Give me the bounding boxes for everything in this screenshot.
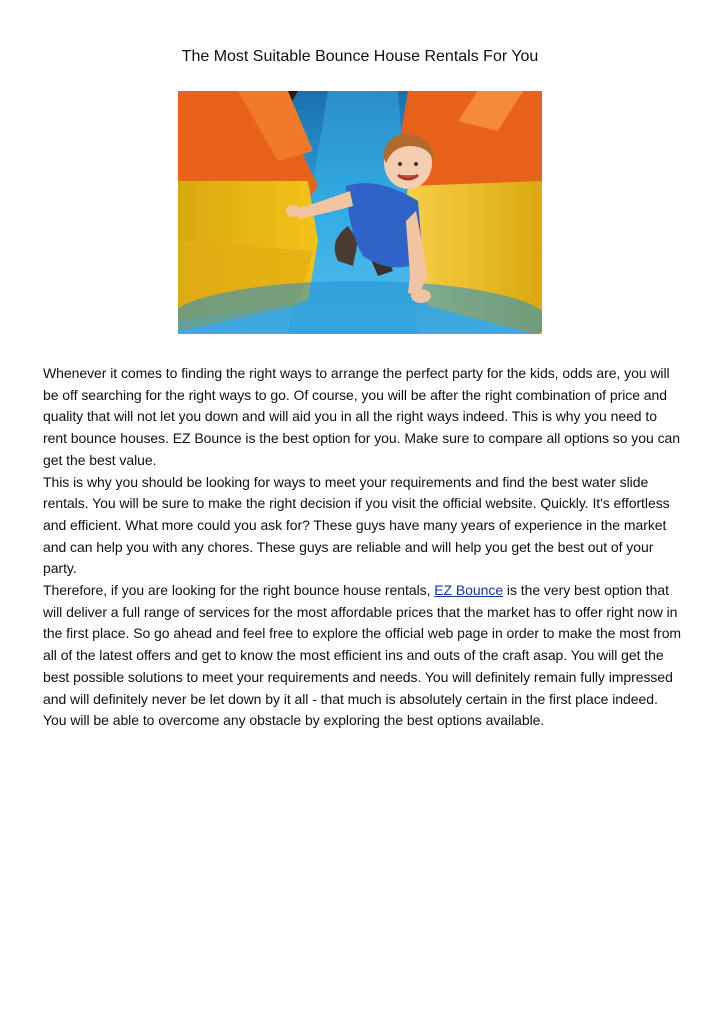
paragraph-3-lead: Therefore, if you are looking for the right bounce house rentals, bbox=[43, 582, 435, 599]
page-title: The Most Suitable Bounce House Rentals For You bbox=[181, 48, 539, 65]
bounce-slide-illustration bbox=[178, 91, 542, 334]
paragraph-2: This is why you should be looking for ways to meet your requirements and find the best water slide rentals. You will be sure to make the right decision if you visit the official website. Quickly. It's effortless and efficient. What more could you ask for? These guys have many years of experience in the market and can help you with any chores. These guys are reliable and will help you get the best out of your party. bbox=[43, 473, 670, 577]
paragraph-3-rest: is the very best option that will deliver a full range of services for the most affordable prices that the market has to offer right now in the first place. So go ahead and feel free to explore the official web page in order to make the most from all of the latest offers and get to know the most efficient ins and outs of the craft asap. You will get the best possible solutions to meet your requirements and needs. You will definitely remain fully impressed and will definitely never be let down by it all - that much is absolutely certain in the first place indeed. You will be able to overcome any obstacle by exploring the best options available. bbox=[43, 582, 682, 729]
article-body bbox=[43, 363, 683, 732]
hero-photo bbox=[178, 91, 542, 334]
paragraph-1: Whenever it comes to finding the right ways to arrange the perfect party for the kids, odds are, you will be off searching for the right ways to go. Of course, you will be after the right combination of price and quality that will not let you down and will aid you in all the right ways indeed. This is why you need to rent bounce houses. EZ Bounce is the best option for you. Make sure to compare all options so you can get the best value. bbox=[43, 365, 680, 468]
ez-bounce-link[interactable]: EZ Bounce bbox=[434, 582, 504, 599]
paragraph-3 bbox=[43, 580, 683, 732]
